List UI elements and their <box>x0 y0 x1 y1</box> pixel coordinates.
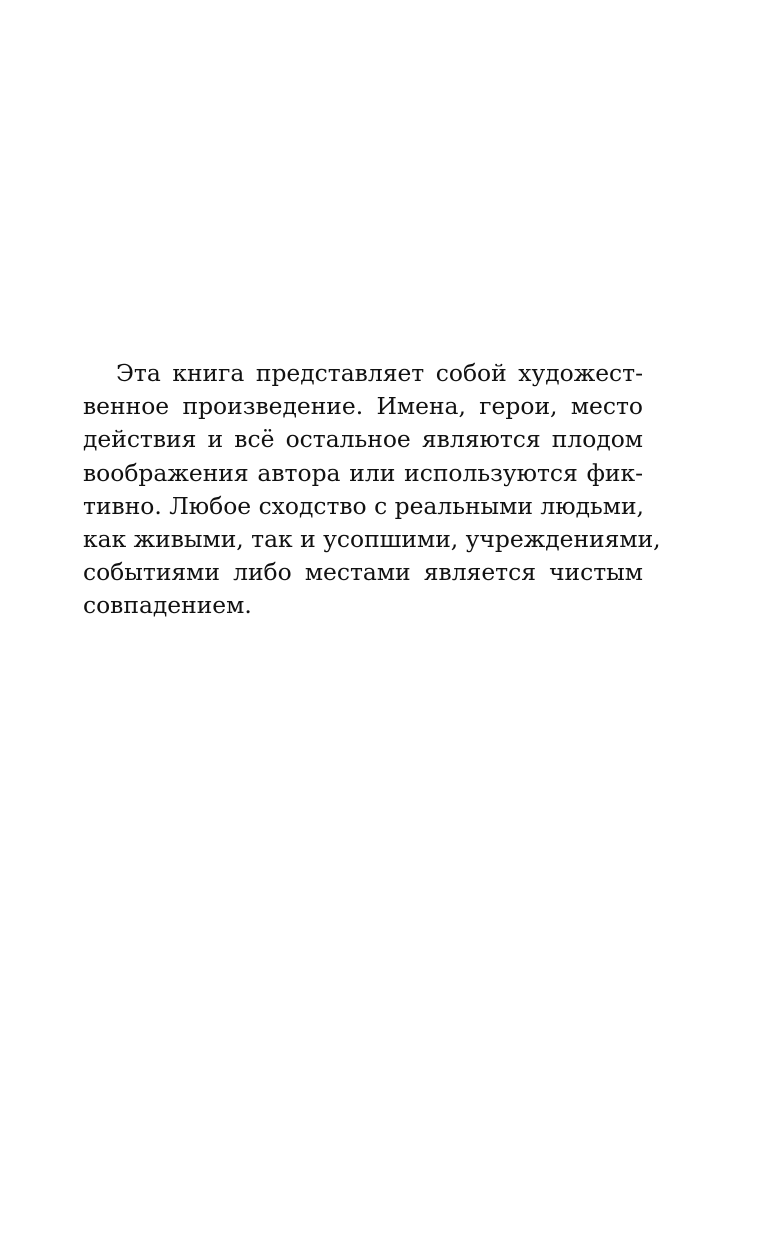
paragraph-line: венное произведение. Имена, герои, место <box>83 392 643 421</box>
paragraph-line: действия и всё остальное являются плодом <box>83 425 643 454</box>
fiction-disclaimer-paragraph <box>83 357 661 623</box>
paragraph-line: Эта книга представляет собой художест- <box>116 359 643 387</box>
paragraph-line: тивно. Любое сходство с реальными людьми, <box>83 491 644 520</box>
paragraph-line: воображения автора или используются фик- <box>83 458 643 487</box>
paragraph-line: совпадением. <box>83 591 252 620</box>
paragraph-line: событиями либо местами является чистым <box>83 558 643 587</box>
paragraph-line: как живыми, так и усопшими, учреждениями, <box>83 525 661 554</box>
